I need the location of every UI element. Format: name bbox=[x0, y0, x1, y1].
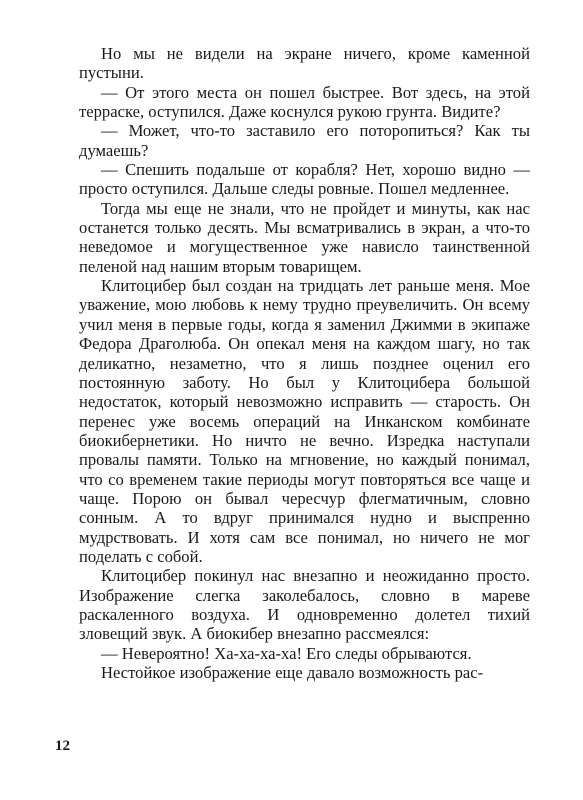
paragraph: — Может, что-то заставило его поторопиться? Как ты думаешь? bbox=[79, 121, 530, 160]
page-number: 12 bbox=[55, 738, 70, 754]
paragraph: Нестойкое изображение еще давало возможность рас- bbox=[101, 663, 484, 682]
paragraph: — Невероятно! Ха-ха-ха-ха! Его следы обрываются. bbox=[101, 643, 472, 663]
paragraph: — Спешить подальше от корабля? Нет, хорошо видно — просто оступился. Дальше следы ровные. Пошел медленнее. bbox=[79, 160, 530, 199]
paragraph: Тогда мы еще не знали, что не пройдет и минуты, как нас останется только десять. Мы всматривались в экран, а что-то неведомое и могущественное уже нависло таинственной пеленой над нашим вторым товарищем. bbox=[79, 198, 530, 276]
paragraph: Клитоцибер был создан на тридцать лет раньше меня. Мое уважение, мою любовь к нему трудно преувеличить. Он всему учил меня в первые годы, когда я заменил Джимми в экипаже Федора Драголюба. Он опекал меня на каждом шагу, но так деликатно, незаметно, что я лишь позднее оценил его постоянную заботу. Но был у Клитоцибера большой недостаток, который невозможно исправить — старость. Он перенес уже восемь операций на Инканском комбинате биокибернетики. Но ничто не вечно. Изредка наступали провалы памяти. Только на мгновение, но каждый понимал, что со временем такие периоды могут повторяться все чаще и чаще. Порою он бывал чересчур флегматичным, словно сонным. А то вдруг принимался нудно и выспренно мудрствовать. И хотя сам все понимал, но ничего не мог поделать с собой. bbox=[79, 276, 530, 566]
paragraph: — От этого места он пошел быстрее. Вот здесь, на этой терраске, оступился. Даже коснулся рукою грунта. Видите? bbox=[79, 82, 530, 122]
body-text bbox=[79, 44, 530, 682]
paragraph: Но мы не видели на экране ничего, кроме каменной пустыни. bbox=[79, 44, 530, 83]
paragraph: Клитоцибер покинул нас внезапно и неожиданно просто. Изображение слегка заколебалось, словно в мареве раскаленного воздуха. И одновременно долетел тихий зловещий звук. А биокибер внезапно рассмеялся: bbox=[79, 566, 530, 644]
